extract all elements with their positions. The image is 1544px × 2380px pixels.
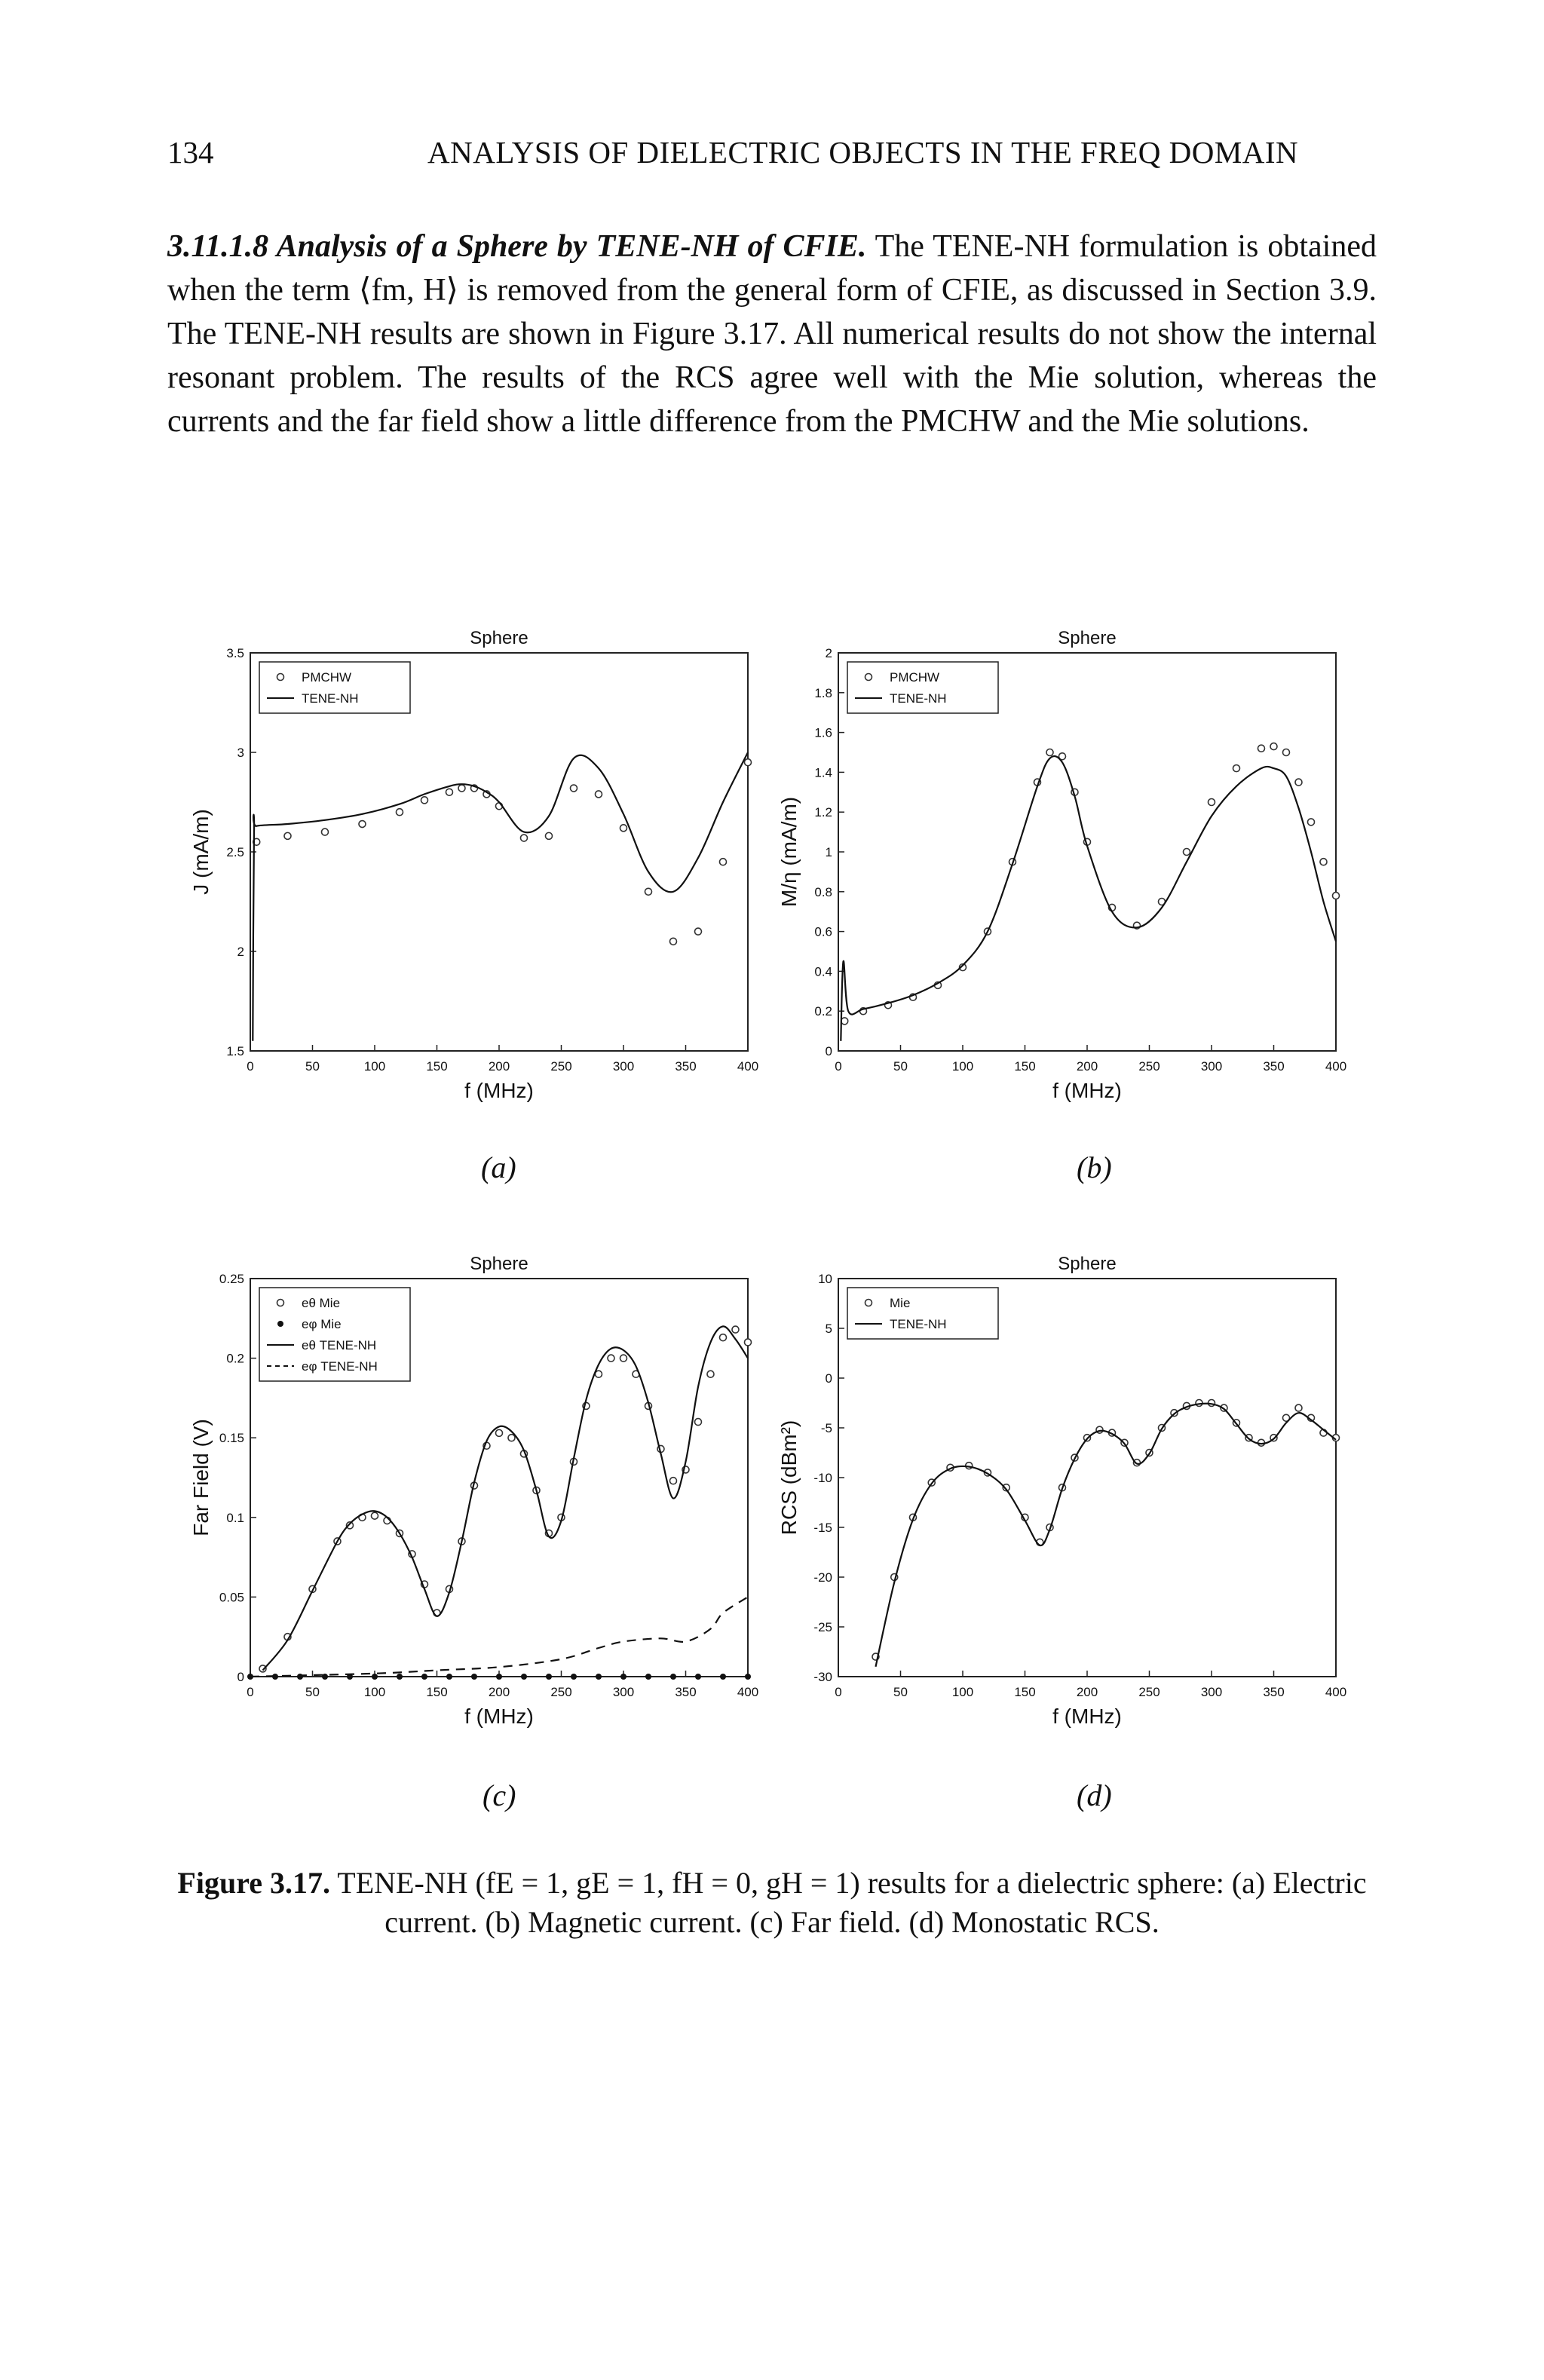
x-axis-label: f (MHz): [464, 1079, 534, 1102]
x-tick-label: 350: [675, 1059, 697, 1074]
series-line: [876, 1404, 1337, 1667]
data-point: [421, 797, 428, 804]
y-tick-label: 3.5: [226, 646, 244, 660]
data-point: [732, 1326, 739, 1333]
y-tick-label: 0.25: [219, 1272, 244, 1286]
panel-label-a: (a): [481, 1150, 516, 1184]
figure-caption: [167, 1864, 1377, 1942]
panel-label-c: (c): [482, 1778, 516, 1812]
x-tick-label: 250: [550, 1059, 572, 1074]
section-heading: 3.11.1.8 Analysis of a Sphere by TENE-NH of CFIE.: [167, 229, 867, 264]
data-point: [521, 835, 528, 841]
data-point: [745, 1339, 752, 1346]
x-tick-label: 300: [1200, 1059, 1223, 1074]
panel-label-b: (b): [1077, 1150, 1112, 1184]
y-tick-label: 0.4: [814, 964, 832, 979]
section-paragraph: [167, 225, 1377, 443]
y-tick-label: 0.2: [226, 1351, 244, 1366]
data-point: [546, 832, 553, 839]
legend-label: eφ Mie: [302, 1317, 342, 1331]
data-point: [421, 1674, 427, 1680]
panel-label-d: (d): [1077, 1778, 1112, 1812]
legend-swatch: [865, 1300, 872, 1306]
y-tick-label: -10: [813, 1471, 832, 1485]
x-tick-label: 200: [1076, 1059, 1098, 1074]
y-tick-label: 1.6: [814, 725, 832, 740]
y-tick-label: 0.2: [814, 1004, 832, 1019]
y-tick-label: 0.6: [814, 924, 832, 939]
data-point: [620, 825, 627, 832]
x-tick-label: 250: [1138, 1059, 1160, 1074]
x-tick-label: 150: [1014, 1059, 1036, 1074]
data-point: [1295, 1404, 1302, 1411]
x-tick-label: 50: [305, 1059, 320, 1074]
chart-magnetic-current: [777, 618, 1371, 1131]
chart-title: Sphere: [1058, 628, 1117, 648]
data-point: [596, 1674, 602, 1680]
legend-label: PMCHW: [302, 670, 352, 685]
y-tick-label: -25: [813, 1620, 832, 1634]
chart-title: Sphere: [470, 628, 528, 648]
y-tick-label: 3: [237, 746, 244, 760]
x-tick-label: 0: [247, 1685, 254, 1699]
data-point: [571, 785, 577, 792]
series-line: [250, 1597, 748, 1677]
data-point: [359, 821, 366, 828]
x-tick-label: 350: [675, 1685, 697, 1699]
legend-label: TENE-NH: [890, 1317, 947, 1331]
x-tick-label: 300: [1200, 1685, 1223, 1699]
data-point: [670, 938, 677, 945]
x-tick-label: 400: [737, 1685, 759, 1699]
y-tick-label: 5: [825, 1322, 832, 1336]
page-number: 134: [167, 135, 214, 170]
x-tick-label: 200: [488, 1059, 510, 1074]
data-point: [1295, 779, 1302, 786]
x-tick-label: 200: [1076, 1685, 1098, 1699]
y-axis-label: M/η (mA/m): [777, 796, 801, 908]
x-tick-label: 0: [835, 1685, 842, 1699]
data-point: [596, 791, 602, 798]
figure-caption-text: TENE-NH (fE = 1, gE = 1, fH = 0, gH = 1) results for a dielectric sphere: (a) Electric current. (b) Magnetic current. (c) Far field. (d) Monostatic RCS.: [337, 1866, 1367, 1939]
x-tick-label: 100: [363, 1685, 386, 1699]
y-tick-label: 0: [825, 1044, 832, 1058]
data-point: [841, 1018, 848, 1025]
y-axis-label: RCS (dBm²): [777, 1420, 801, 1536]
y-tick-label: 0: [237, 1670, 244, 1684]
data-point: [745, 1674, 751, 1680]
y-tick-label: 0.1: [226, 1510, 244, 1525]
data-point: [670, 1478, 677, 1484]
data-point: [1184, 849, 1190, 856]
legend-swatch: [277, 674, 284, 681]
chart-monostatic-rcs: [777, 1244, 1371, 1757]
data-point: [546, 1674, 552, 1680]
legend-label: eφ TENE-NH: [302, 1359, 378, 1374]
y-tick-label: 1.5: [226, 1044, 244, 1058]
x-tick-label: 400: [1325, 1059, 1347, 1074]
figure-label: Figure 3.17.: [177, 1866, 330, 1900]
data-point: [446, 789, 453, 795]
data-point: [1233, 765, 1240, 772]
data-point: [1258, 745, 1265, 752]
chart-title: Sphere: [470, 1254, 528, 1274]
legend-swatch: [865, 674, 872, 681]
x-axis-label: f (MHz): [464, 1705, 534, 1728]
data-point: [645, 1674, 651, 1680]
y-tick-label: 2.5: [226, 845, 244, 859]
y-tick-label: 2: [825, 646, 832, 660]
data-point: [608, 1355, 614, 1362]
data-point: [620, 1674, 626, 1680]
y-tick-label: 10: [818, 1272, 832, 1286]
legend-label: TENE-NH: [302, 691, 359, 706]
legend-swatch: [277, 1321, 283, 1327]
running-head: ANALYSIS OF DIELECTRIC OBJECTS IN THE FREQ DOMAIN: [427, 135, 1299, 170]
data-point: [284, 832, 291, 839]
data-point: [397, 1674, 403, 1680]
data-point: [695, 928, 702, 935]
legend-label: PMCHW: [890, 670, 940, 685]
legend-label: eθ TENE-NH: [302, 1338, 377, 1352]
y-tick-label: 0.05: [219, 1590, 244, 1605]
data-point: [496, 1674, 502, 1680]
data-point: [322, 1674, 328, 1680]
x-tick-label: 50: [305, 1685, 320, 1699]
x-tick-label: 0: [247, 1059, 254, 1074]
series-line: [253, 752, 748, 1041]
y-tick-label: -15: [813, 1521, 832, 1535]
data-point: [1270, 743, 1277, 750]
data-point: [695, 1674, 701, 1680]
data-point: [297, 1674, 303, 1680]
x-tick-label: 250: [1138, 1685, 1160, 1699]
legend-swatch: [277, 1300, 284, 1306]
data-point: [1046, 749, 1053, 756]
chart-electric-current: [189, 618, 783, 1131]
y-axis-label: J (mA/m): [189, 809, 213, 895]
data-point: [446, 1674, 452, 1680]
data-point: [372, 1674, 378, 1680]
y-tick-label: -20: [813, 1570, 832, 1585]
legend-label: Mie: [890, 1296, 911, 1310]
x-tick-label: 50: [893, 1059, 908, 1074]
x-tick-label: 250: [550, 1685, 572, 1699]
x-tick-label: 350: [1263, 1059, 1285, 1074]
x-axis-label: f (MHz): [1052, 1079, 1122, 1102]
data-point: [670, 1674, 676, 1680]
y-tick-label: 0.15: [219, 1431, 244, 1446]
data-point: [745, 759, 752, 766]
section-body: The TENE-NH formulation is obtained when the term ⟨fm, H⟩ is removed from the general form of CFIE, as discussed in Section 3.9. The TENE-NH results are shown in Figure 3.17. All numerical results do not show the internal resonant problem. The results of the RCS agree well with the Mie solution, whereas the currents and the far field show a little difference from the PMCHW and the Mie solutions.: [167, 229, 1377, 439]
data-point: [397, 809, 403, 816]
y-tick-label: 0: [825, 1371, 832, 1386]
data-point: [1308, 819, 1315, 825]
data-point: [720, 1334, 727, 1341]
x-tick-label: 350: [1263, 1685, 1285, 1699]
y-tick-label: 2: [237, 945, 244, 959]
y-axis-label: Far Field (V): [189, 1419, 213, 1536]
x-tick-label: 50: [893, 1685, 908, 1699]
data-point: [620, 1355, 627, 1362]
legend-label: TENE-NH: [890, 691, 947, 706]
y-tick-label: 1.4: [814, 765, 832, 780]
data-point: [372, 1512, 378, 1519]
y-tick-label: 0.8: [814, 884, 832, 899]
x-axis-label: f (MHz): [1052, 1705, 1122, 1728]
data-point: [458, 785, 465, 792]
data-point: [1283, 749, 1290, 756]
y-tick-label: -5: [820, 1421, 832, 1435]
x-tick-label: 300: [612, 1685, 635, 1699]
x-tick-label: 150: [426, 1685, 448, 1699]
y-tick-label: 1.2: [814, 805, 832, 820]
data-point: [695, 1419, 702, 1426]
data-point: [1333, 893, 1340, 899]
data-point: [1320, 859, 1327, 865]
x-tick-label: 100: [951, 1059, 974, 1074]
y-tick-label: 1: [825, 845, 832, 859]
data-point: [571, 1674, 577, 1680]
x-tick-label: 300: [612, 1059, 635, 1074]
x-tick-label: 0: [835, 1059, 842, 1074]
data-point: [720, 859, 727, 865]
chart-far-field: [189, 1244, 783, 1757]
x-tick-label: 400: [1325, 1685, 1347, 1699]
y-tick-label: 1.8: [814, 685, 832, 700]
x-tick-label: 150: [426, 1059, 448, 1074]
chart-title: Sphere: [1058, 1254, 1117, 1274]
x-tick-label: 200: [488, 1685, 510, 1699]
x-tick-label: 100: [951, 1685, 974, 1699]
data-point: [521, 1674, 527, 1680]
data-point: [1209, 799, 1215, 806]
y-tick-label: -30: [813, 1670, 832, 1684]
data-point: [322, 829, 329, 835]
data-point: [707, 1371, 714, 1377]
data-point: [720, 1674, 726, 1680]
x-tick-label: 100: [363, 1059, 386, 1074]
legend-label: eθ Mie: [302, 1296, 341, 1310]
data-point: [496, 1429, 503, 1436]
data-point: [508, 1435, 515, 1441]
data-point: [471, 1674, 477, 1680]
x-tick-label: 400: [737, 1059, 759, 1074]
x-tick-label: 150: [1014, 1685, 1036, 1699]
data-point: [645, 888, 652, 895]
